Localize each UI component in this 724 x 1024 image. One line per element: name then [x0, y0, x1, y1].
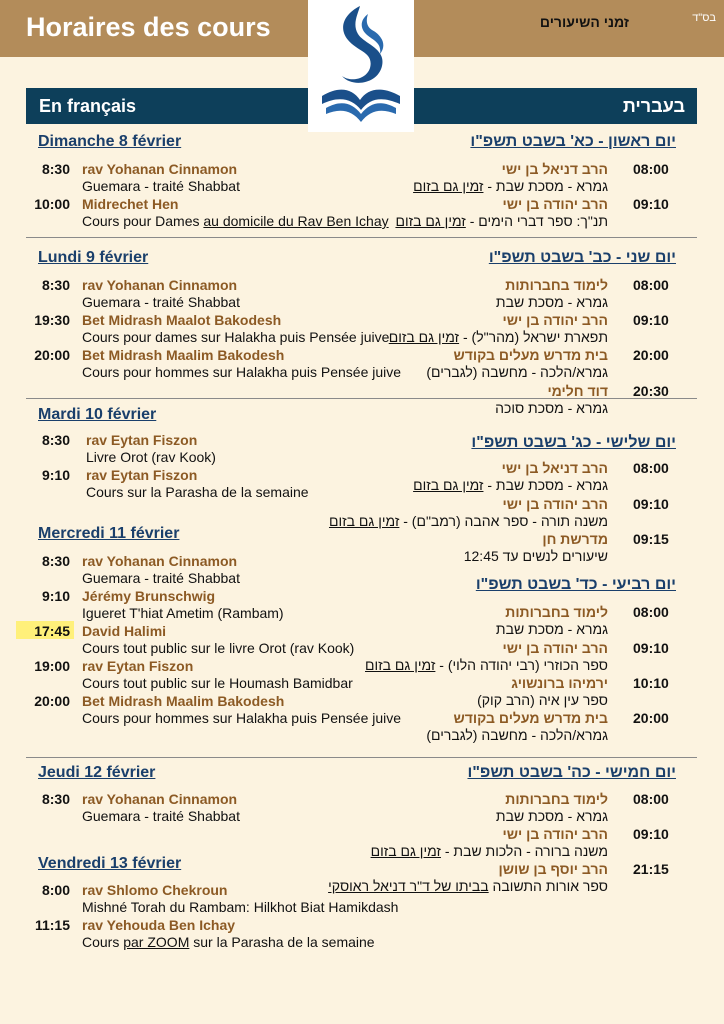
teacher: rav Shlomo Chekroun: [82, 882, 228, 898]
teacher: בית מדרש מעלים בקודש: [453, 347, 608, 363]
course-desc: גמרא/הלכה - מחשבה (לגברים): [426, 364, 608, 380]
course-desc: תנ"ך: ספר דברי הימים - זמין גם בזום: [395, 213, 608, 229]
course-desc: Cours sur la Parasha de la semaine: [86, 484, 309, 500]
shin-logo-icon: [308, 0, 414, 132]
day-heading-he: יום רביעי - כד' בשבט תשפ"ו: [475, 576, 676, 593]
course-desc: גמרא - מסכת שבת: [495, 294, 608, 310]
teacher: דוד חלימי: [547, 383, 608, 399]
teacher: הרב יהודה בן ישי: [502, 826, 608, 842]
time: 08:00: [633, 604, 669, 620]
time: 8:30: [41, 277, 70, 293]
teacher: בית מדרש מעלים בקודש: [453, 710, 608, 726]
course-desc: שיעורים לנשים עד 12:45: [463, 548, 608, 564]
time: 9:10: [41, 467, 70, 483]
time: 08:00: [633, 161, 669, 177]
time: 20:00: [34, 693, 70, 709]
teacher: הרב יהודה בן ישי: [502, 496, 608, 512]
teacher: ירמיהו ברונשויג: [511, 675, 608, 691]
time: 20:00: [633, 710, 669, 726]
time: 17:45: [34, 623, 70, 639]
teacher: Bet Midrash Maalim Bakodesh: [82, 693, 285, 709]
time: 19:00: [34, 658, 70, 674]
time: 20:00: [633, 347, 669, 363]
teacher: לימוד בחברותות: [505, 604, 608, 620]
section-label-he: בעברית: [622, 96, 685, 116]
header-he: [414, 0, 724, 57]
teacher: הרב יהודה בן ישי: [502, 196, 608, 212]
teacher: מדרשת חן: [542, 531, 608, 547]
section-label-fr: En français: [39, 96, 137, 116]
page-title-he: זמני השיעורים: [539, 14, 629, 30]
course-desc: ספר עין איה (הרב קוק): [477, 692, 608, 708]
time: 8:30: [41, 161, 70, 177]
time: 19:30: [34, 312, 70, 328]
day-heading-he: יום שני - כב' בשבט תשפ"ו: [488, 249, 676, 266]
course-desc: גמרא/הלכה - מחשבה (לגברים): [426, 727, 608, 743]
course-desc: ספר אורות התשובה בביתו של ד"ר דניאל ראוסקי: [328, 878, 608, 894]
teacher: הרב דניאל בן ישי: [501, 460, 608, 476]
day-heading-he: יום חמישי - כה' בשבט תשפ"ו: [467, 764, 676, 781]
day-heading-fr: Dimanche 8 février: [38, 133, 182, 150]
time: 09:10: [633, 496, 669, 512]
teacher: rav Yohanan Cinnamon: [82, 553, 238, 569]
teacher: Bet Midrash Maalim Bakodesh: [82, 347, 285, 363]
teacher: לימוד בחברותות: [505, 277, 608, 293]
day-heading-fr: Lundi 9 février: [38, 249, 149, 266]
time: 09:10: [633, 196, 669, 212]
time: 8:30: [41, 432, 70, 448]
day-heading-fr: Vendredi 13 février: [38, 855, 182, 872]
course-desc: Cours pour hommes sur Halakha puis Pensée juive: [82, 364, 402, 380]
teacher: הרב דניאל בן ישי: [501, 161, 608, 177]
time: 08:00: [633, 277, 669, 293]
course-desc: Cours tout public sur le Houmash Bamidbar: [82, 675, 353, 691]
day-heading-he: יום שלישי - כג' בשבט תשפ"ו: [471, 434, 676, 451]
course-desc: משנה תורה - ספר אהבה (רמב"ם) - זמין גם בזום: [328, 513, 608, 529]
time: 09:10: [633, 826, 669, 842]
bsd-mark: בס"ד: [692, 12, 716, 24]
course-desc: גמרא - מסכת שבת - זמין גם בזום: [413, 477, 608, 493]
time: 08:00: [633, 791, 669, 807]
teacher: rav Yohanan Cinnamon: [82, 161, 238, 177]
teacher: rav Yehouda Ben Ichay: [82, 917, 236, 933]
header-fr: [0, 0, 308, 57]
teacher: הרב יהודה בן ישי: [502, 312, 608, 328]
course-desc: גמרא - מסכת שבת: [495, 808, 608, 824]
course-desc: תפארת ישראל (מהר"ל) - זמין גם בזום: [388, 329, 608, 345]
course-desc: Guemara - traité Shabbat: [82, 570, 240, 586]
course-desc: Cours pour Dames au domicile du Rav Ben Ichay: [82, 213, 389, 229]
course-desc: Livre Orot (rav Kook): [86, 449, 216, 465]
teacher: rav Eytan Fiszon: [86, 432, 198, 448]
course-desc: Cours tout public sur le livre Orot (rav Kook): [82, 640, 355, 656]
teacher: Midrechet Hen: [82, 196, 179, 212]
course-desc: Mishné Torah du Rambam: Hilkhot Biat Hamikdash: [82, 899, 399, 915]
time: 09:10: [633, 640, 669, 656]
teacher: Jérémy Brunschwig: [82, 588, 216, 604]
time: 8:30: [41, 553, 70, 569]
time: 10:10: [633, 675, 669, 691]
day-heading-he: יום ראשון - כא' בשבט תשפ"ו: [470, 133, 676, 150]
course-desc: Guemara - traité Shabbat: [82, 808, 240, 824]
time: 08:00: [633, 460, 669, 476]
time: 21:15: [633, 861, 669, 877]
teacher: הרב יוסף בן שושן: [498, 861, 608, 877]
teacher: לימוד בחברותות: [505, 791, 608, 807]
day-heading-fr: Jeudi 12 février: [38, 764, 156, 781]
teacher: rav Yohanan Cinnamon: [82, 277, 238, 293]
teacher: rav Yohanan Cinnamon: [82, 791, 238, 807]
time: 9:10: [41, 588, 70, 604]
logo: [308, 0, 414, 132]
course-desc: Igueret T'hiat Ametim (Rambam): [82, 605, 284, 621]
day-heading-fr: Mardi 10 février: [38, 406, 157, 423]
teacher: rav Eytan Fiszon: [82, 658, 194, 674]
time: 20:00: [34, 347, 70, 363]
teacher: הרב יהודה בן ישי: [502, 640, 608, 656]
day-heading-fr: Mercredi 11 février: [38, 525, 180, 542]
section-bar-fr: [26, 88, 308, 124]
page-title-fr: Horaires des cours: [26, 12, 271, 42]
course-desc: גמרא - מסכת שבת: [495, 621, 608, 637]
time: 8:00: [41, 882, 70, 898]
course-desc: Cours pour hommes sur Halakha puis Pensée juive: [82, 710, 402, 726]
time: 8:30: [41, 791, 70, 807]
divider: [26, 757, 697, 758]
course-desc: גמרא - מסכת שבת - זמין גם בזום: [413, 178, 608, 194]
time: 09:15: [633, 531, 669, 547]
course-desc: ספר הכוזרי (רבי יהודה הלוי) - זמין גם בזום: [365, 657, 608, 673]
time: 09:10: [633, 312, 669, 328]
teacher: rav Eytan Fiszon: [86, 467, 198, 483]
course-desc: Guemara - traité Shabbat: [82, 178, 240, 194]
time: 10:00: [34, 196, 70, 212]
course-desc: משנה ברורה - הלכות שבת - זמין גם בזום: [370, 843, 608, 859]
teacher: David Halimi: [82, 623, 167, 639]
teacher: Bet Midrash Maalot Bakodesh: [82, 312, 282, 328]
course-desc: Cours pour dames sur Halakha puis Pensée juive: [82, 329, 390, 345]
time: 20:30: [633, 383, 669, 399]
course-desc: Cours par ZOOM sur la Parasha de la semaine: [82, 934, 375, 950]
course-desc: גמרא - מסכת סוכה: [495, 400, 608, 416]
course-desc: Guemara - traité Shabbat: [82, 294, 240, 310]
time: 11:15: [34, 917, 70, 933]
divider: [26, 237, 697, 238]
section-bar-he: [414, 88, 697, 124]
